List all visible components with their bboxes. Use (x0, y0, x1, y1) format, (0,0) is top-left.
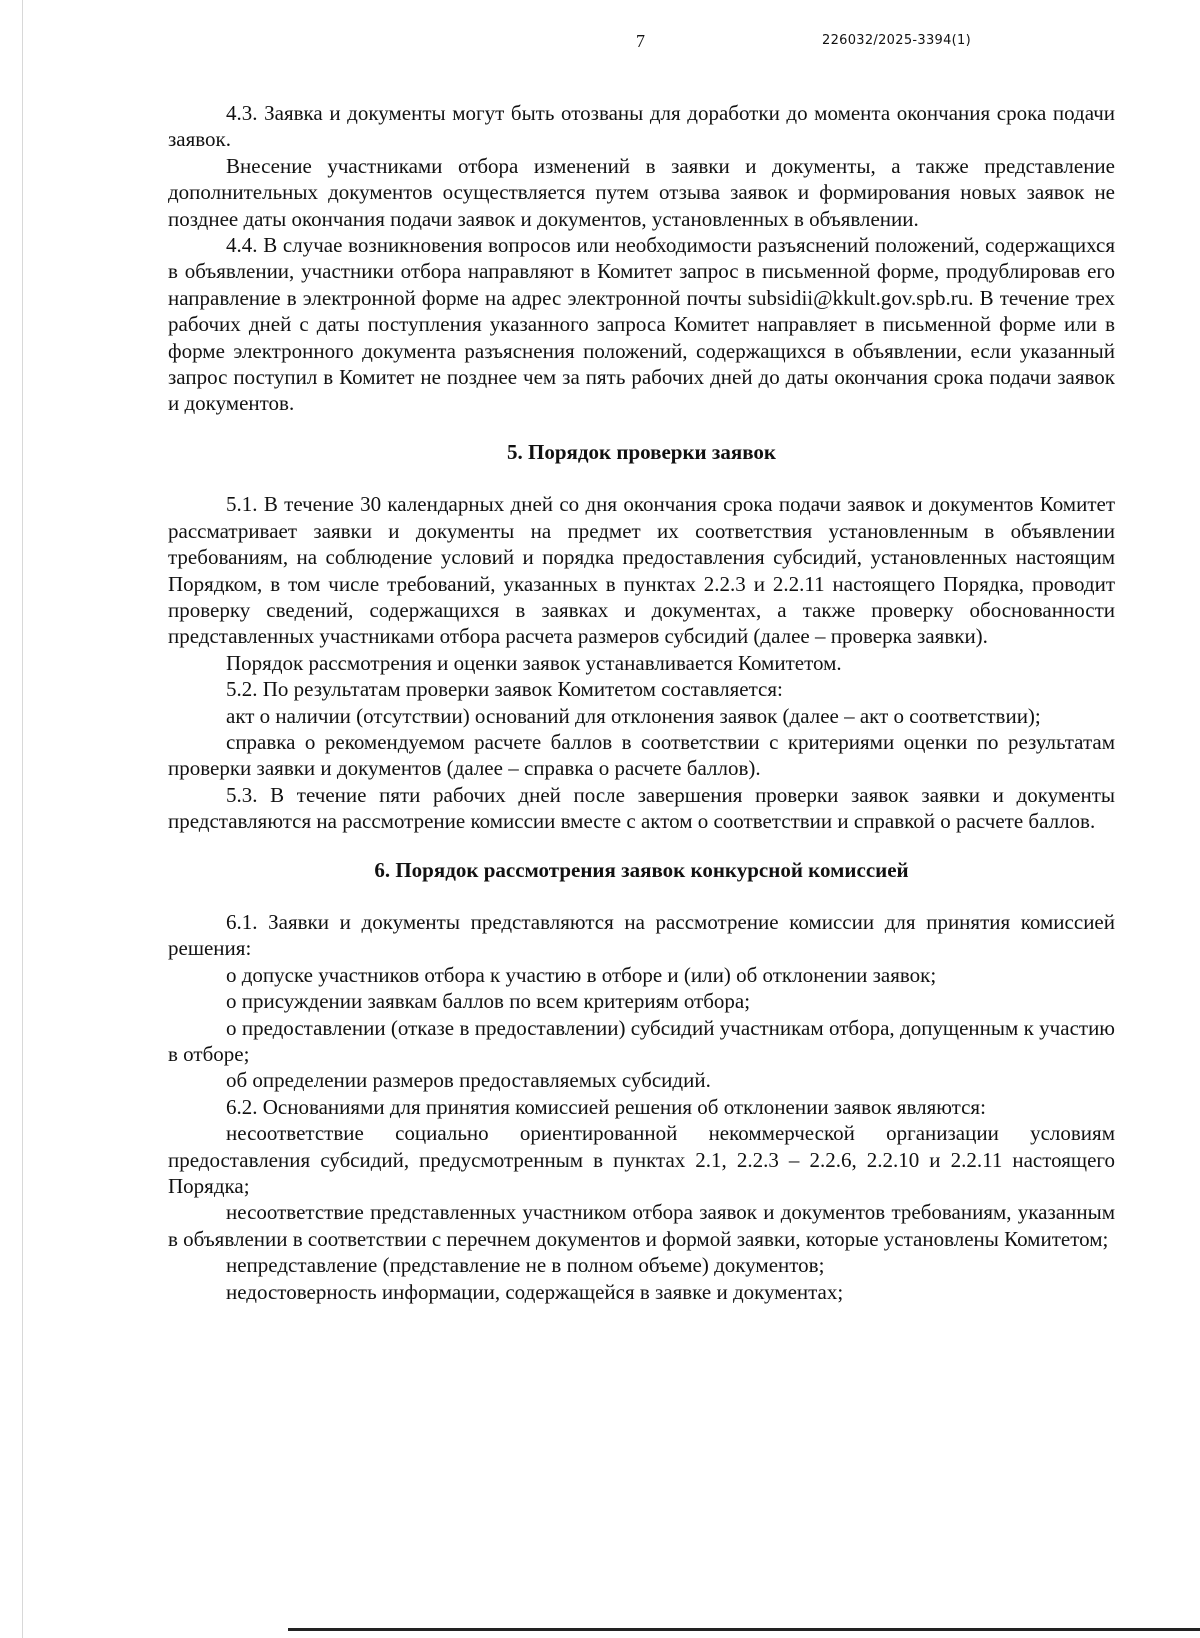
paragraph-review-order: Порядок рассмотрения и оценки заявок устанавливается Комитетом. (226, 650, 842, 675)
paragraph-changes: Внесение участниками отбора изменений в заявки и документы, а также представление дополнительных документов осуществляется путем отзыва заявок и формирования новых заявок не позднее даты окончания подачи заявок и документов, установленных в объявлении. (168, 153, 1115, 231)
paragraph-amounts: об определении размеров предоставляемых субсидий. (226, 1068, 711, 1093)
section-5-heading: 5. Порядок проверки заявок (507, 439, 776, 464)
page-number: 7 (636, 31, 645, 51)
paragraph-noncompliance-docs: несоответствие представленных участником отбора заявок и документов требованиям, указанным в объявлении в соответствии с перечнем документов и формой заявки, которые установлены Комитетом; (168, 1200, 1115, 1251)
paragraph-6-2: 6.2. Основаниями для принятия комиссией решения об отклонении заявок являются: (226, 1094, 986, 1119)
spacer (168, 883, 1115, 909)
spacer (168, 465, 1115, 491)
document-body (168, 100, 1115, 1305)
paragraph-act: акт о наличии (отсутствии) оснований для отклонения заявок (далее – акт о соответствии); (226, 703, 1041, 728)
spacer (168, 417, 1115, 439)
document-id: 226032/2025-3394(1) (822, 33, 971, 48)
paragraph-noncompliance-org: несоответствие социально ориентированной некоммерческой организации условиям предоставления субсидий, предусмотренным в пунктах 2.1, 2.2.3 – 2.2.6, 2.2.10 и 2.2.11 настоящего Порядка; (168, 1121, 1115, 1199)
paragraph-missing-docs: непредставление (представление не в полном объеме) документов; (226, 1253, 825, 1278)
bottom-rule (288, 1628, 1200, 1631)
paragraph-scores: о присуждении заявкам баллов по всем критериям отбора; (226, 989, 751, 1014)
paragraph-provision: о предоставлении (отказе в предоставлении) субсидий участникам отбора, допущенным к участию в отборе; (168, 1015, 1115, 1066)
paragraph-reference: справка о рекомендуемом расчете баллов в соответствии с критериями оценки по результатам проверки заявки и документов (далее – справка о расчете баллов). (168, 729, 1115, 781)
scan-edge-line (22, 0, 23, 1638)
spacer (168, 835, 1115, 857)
section-6-heading: 6. Порядок рассмотрения заявок конкурсной комиссией (374, 857, 909, 882)
paragraph-4-3: 4.3. Заявка и документы могут быть отозваны для доработки до момента окончания срока подачи заявок. (168, 101, 1115, 152)
paragraph-5-2: 5.2. По результатам проверки заявок Комитетом составляется: (226, 677, 783, 702)
paragraph-admission: о допуске участников отбора к участию в отборе и (или) об отклонении заявок; (226, 962, 937, 987)
paragraph-5-3: 5.3. В течение пяти рабочих дней после завершения проверки заявок заявки и документы представляются на рассмотрение комиссии вместе с актом о соответствии и справкой о расчете баллов. (168, 782, 1115, 834)
paragraph-6-1: 6.1. Заявки и документы представляются на рассмотрение комиссии для принятия комиссией решения: (168, 909, 1115, 961)
paragraph-5-1: 5.1. В течение 30 календарных дней со дня окончания срока подачи заявок и документов Комитет рассматривает заявки и документы на предмет их соответствия установленным в объявлении требованиям, на соблюдение условий и порядка предоставления субсидий, установленных настоящим Порядком, в том числе требований, указанных в пунктах 2.2.3 и 2.2.11 настоящего Порядка, проводит проверку сведений, содержащихся в заявках и документах, а также проверку обоснованности представленных участниками отбора расчета размеров субсидий (далее – проверка заявки). (168, 492, 1115, 649)
paragraph-unreliable-info: недостоверность информации, содержащейся в заявке и документах; (226, 1279, 844, 1304)
paragraph-4-4: 4.4. В случае возникновения вопросов или необходимости разъяснений положений, содержащихся в объявлении, участники отбора направляют в Комитет запрос в письменной форме, продублировав его направление в электронной форме на адрес электронной почты subsidii@kkult.gov.spb.ru. В течение трех рабочих дней с даты поступления указанного запроса Комитет направляет в письменной форме или в форме электронного документа разъяснения положений, содержащихся в объявлении, если указанный запрос поступил в Комитет не позднее чем за пять рабочих дней до даты окончания срока подачи заявок и документов. (168, 233, 1115, 416)
